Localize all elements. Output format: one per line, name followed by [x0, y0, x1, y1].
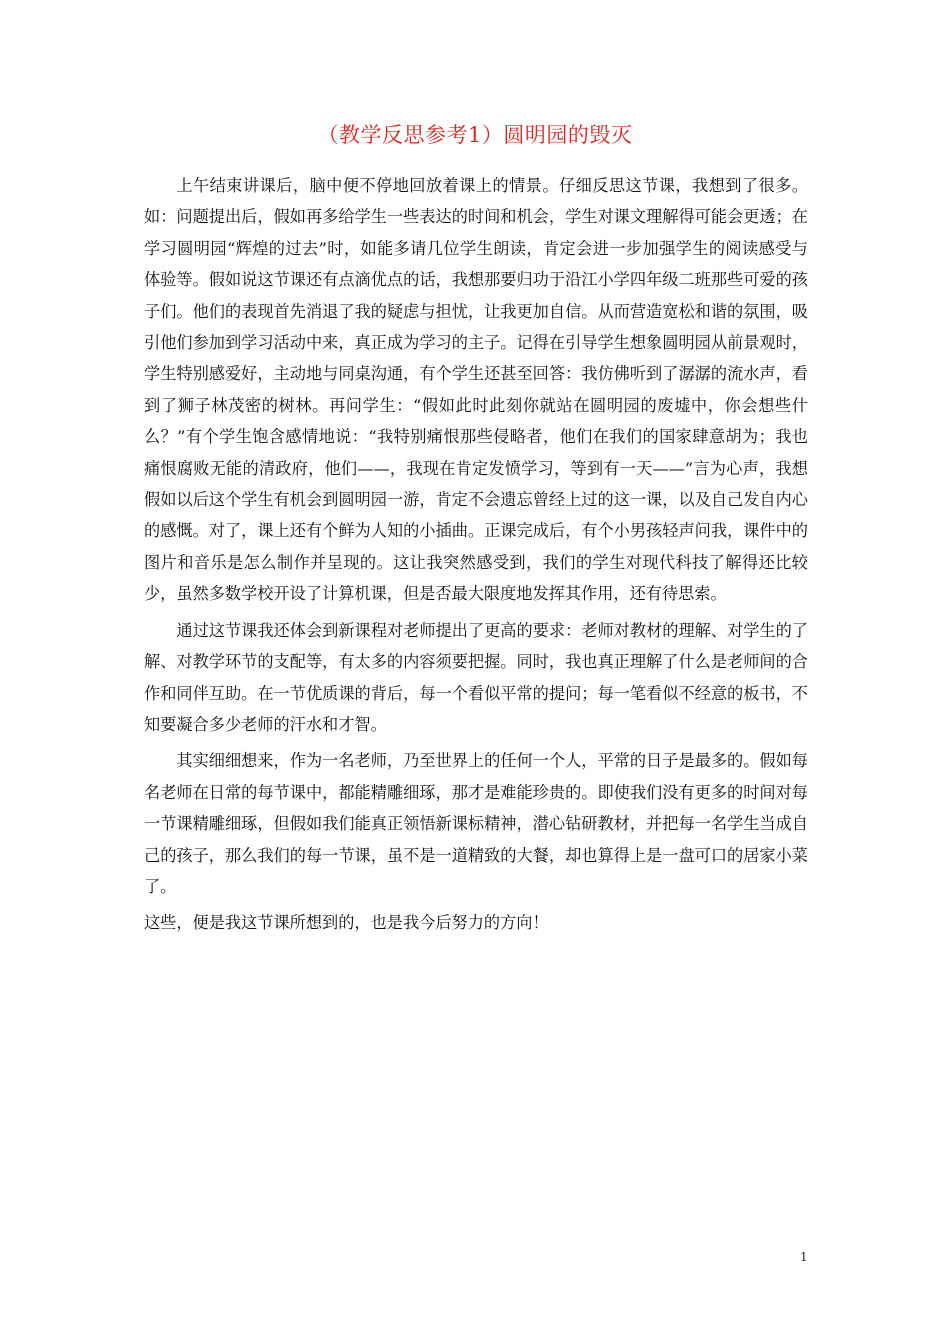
document-body: [144, 170, 808, 939]
paragraph-1: 上午结束讲课后，脑中便不停地回放着课上的情景。仔细反思这节课，我想到了很多。如：问题提出后，假如再多给学生一些表达的时间和机会，学生对课文理解得可能会更透；在学习圆明园“辉煌的过去”时，如能多请几位学生朗读，肯定会进一步加强学生的阅读感受与体验等。假如说这节课还有点滴优点的话，我想那要归功于沿江小学四年级二班那些可爱的孩子们。他们的表现首先消退了我的疑虑与担忧，让我更加自信。从而营造宽松和谐的氛围，吸引他们参加到学习活动中来，真正成为学习的主子。记得在引导学生想象圆明园从前景观时，学生特别感爱好，主动地与同桌沟通，有个学生还甚至回答：我仿佛听到了潺潺的流水声，看到了狮子林茂密的树林。再问学生：“假如此时此刻你就站在圆明园的废墟中，你会想些什么？”有个学生饱含感情地说：“我特别痛恨那些侵略者，他们在我们的国家肆意胡为；我也痛恨腐败无能的清政府，他们——，我现在肯定发愤学习，等到有一天——”言为心声，我想假如以后这个学生有机会到圆明园一游，肯定不会遗忘曾经上过的这一课，以及自己发自内心的感慨。对了，课上还有个鲜为人知的小插曲。正课完成后，有个小男孩轻声问我，课件中的图片和音乐是怎么制作并呈现的。这让我突然感受到，我们的学生对现代科技了解得还比较少，虽然多数学校开设了计算机课，但是否最大限度地发挥其作用，还有待思索。: [144, 176, 808, 604]
paragraph-2: 通过这节课我还体会到新课程对老师提出了更高的要求：老师对教材的理解、对学生的了解、对教学环节的支配等，有太多的内容须要把握。同时，我也真正理解了什么是老师间的合作和同伴互助。在一节优质课的背后，每一个看似平常的提问；每一笔看似不经意的板书，不知要凝合多少老师的汗水和才智。: [144, 620, 808, 734]
paragraph-3: 其实细细想来，作为一名老师，乃至世界上的任何一个人，平常的日子是最多的。假如每名老师在日常的每节课中，都能精雕细琢，那才是难能珍贵的。即使我们没有更多的时间对每一节课精雕细琢，但假如我们能真正领悟新课标精神，潜心钻研教材，并把每一名学生当成自己的孩子，那么我们的每一节课，虽不是一道精致的大餐，却也算得上是一盘可口的居家小菜了。: [144, 751, 808, 896]
document-title: （教学反思参考1）圆明园的毁灭: [317, 123, 633, 147]
paragraph-4: 这些，便是我这节课所想到的，也是我今后努力的方向！: [144, 913, 549, 933]
page-number: 1: [800, 1250, 808, 1264]
